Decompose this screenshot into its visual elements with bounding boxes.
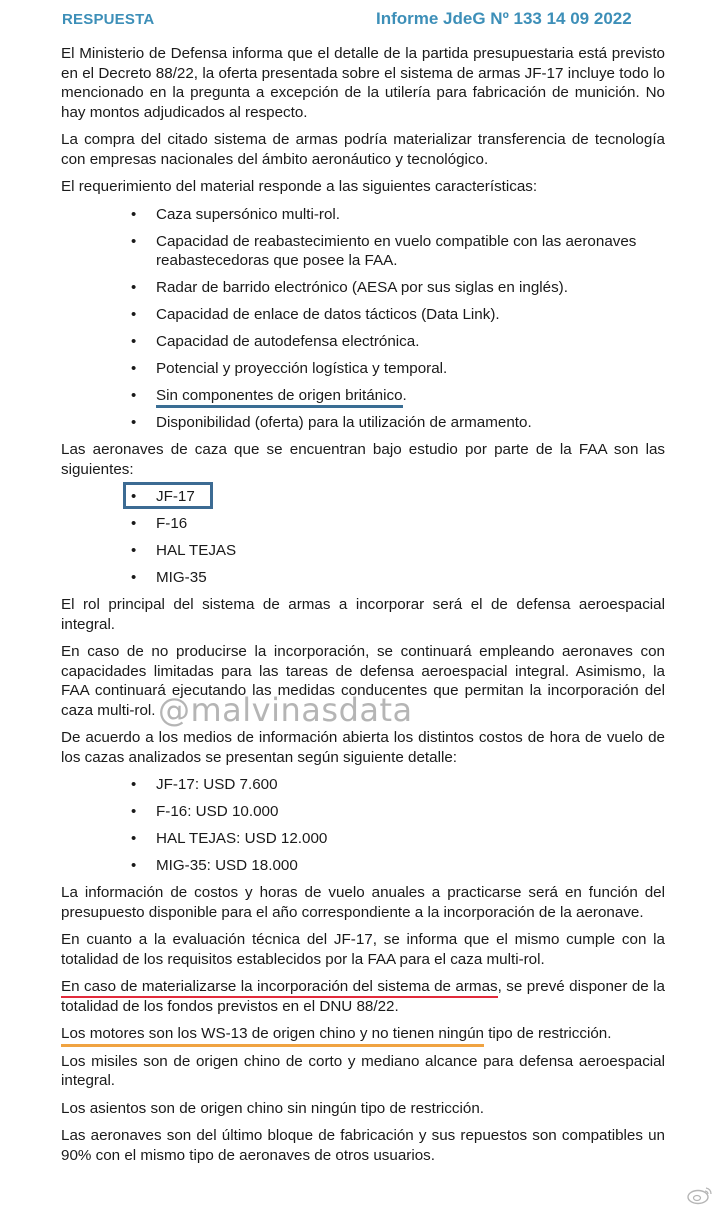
bullet-icon: •: [131, 414, 137, 431]
paragraph-costs-budget: La información de costos y horas de vuelo anuales a practicarse será en función del presupuesto disponible para el año correspondiente a la incorporación de la aeronave.: [61, 884, 665, 921]
list-item: • MIG-35: USD 18.000: [131, 857, 298, 874]
bullet-icon: •: [131, 542, 137, 559]
bullet-icon: •: [131, 488, 137, 505]
paragraph-main-role: El rol principal del sistema de armas a incorporar será el de defensa aeroespacial integral.: [61, 596, 665, 633]
highlight-incorporation: En caso de materializarse la incorporación del sistema de armas: [61, 978, 498, 998]
list-item: • Potencial y proyección logística y temporal.: [131, 360, 448, 377]
watermark: @malvinasdata: [158, 691, 413, 729]
characteristics-list: [61, 205, 665, 433]
flight-costs-list: [61, 775, 665, 876]
list-item: • Disponibilidad (oferta) para la utilización de armamento.: [131, 414, 532, 431]
bullet-icon: •: [131, 279, 137, 296]
bullet-icon: •: [131, 205, 137, 223]
paragraph-no-incorporation: En caso de no producirse la incorporación, se continuará empleando aeronaves con capacidades limitadas para las tareas de defensa aeroespacial integral. Asimismo, la FAA continuará ejecutando las medidas conducentes que permitan la incorporación del caza multi-rol.: [61, 643, 665, 719]
list-item: • HAL TEJAS: USD 12.000: [131, 830, 328, 847]
list-item-highlighted: • Sin componentes de origen británico.: [61, 386, 665, 406]
bullet-icon: •: [131, 232, 137, 250]
list-item: • JF-17: USD 7.600: [131, 776, 278, 793]
list-item: • F-16: [131, 515, 188, 532]
list-item-boxed: • JF-17: [61, 487, 665, 507]
header-respuesta: RESPUESTA: [62, 11, 155, 28]
paragraph-flight-costs-intro: De acuerdo a los medios de información abierta los distintos costos de hora de vuelo de los cazas analizados se presentan según siguiente detalle:: [61, 729, 665, 766]
bullet-icon: •: [131, 360, 137, 377]
list-item: • F-16: USD 10.000: [131, 803, 279, 820]
bullet-icon: •: [131, 857, 137, 874]
paragraph-technical-evaluation: En cuanto a la evaluación técnica del JF-17, se informa que el mismo cumple con la totalidad de los requisitos establecidos por la FAA para el caza multi-rol.: [61, 931, 665, 968]
bullet-icon: •: [131, 387, 137, 404]
bullet-icon: •: [131, 515, 137, 532]
paragraph-technology-transfer: La compra del citado sistema de armas podría materializar transferencia de tecnología con empresas nacionales del ámbito aeronáutico y tecnológico.: [61, 131, 665, 168]
bullet-icon: •: [131, 306, 137, 323]
paragraph-funding: En caso de materializarse la incorporación del sistema de armas, se prevé disponer de la totalidad de los fondos previstos en el DNU 88/22.: [61, 978, 665, 1015]
bullet-icon: •: [131, 569, 137, 586]
paragraph-seats: Los asientos son de origen chino sin ningún tipo de restricción.: [61, 1099, 484, 1117]
list-item: • Radar de barrido electrónico (AESA por sus siglas en inglés).: [131, 279, 568, 296]
list-item: • Capacidad de enlace de datos tácticos (Data Link).: [131, 306, 500, 323]
bullet-icon: •: [131, 830, 137, 847]
paragraph-budget: El Ministerio de Defensa informa que el detalle de la partida presupuestaria está previsto en el Decreto 88/22, la oferta presentada sobre el sistema de armas JF-17 incluye todo lo mencionado en la pregunta a excepción de la utilería para fabricación de munición. No hay montos adjudicados al respecto.: [61, 45, 665, 121]
bullet-icon: •: [131, 776, 137, 793]
paragraph-aircraft-intro: Las aeronaves de caza que se encuentran bajo estudio por parte de la FAA son las siguientes:: [61, 441, 665, 478]
list-item: • HAL TEJAS: [131, 542, 237, 559]
header-report-id: Informe JdeG Nº 133 14 09 2022: [376, 9, 632, 28]
highlight-british-components: Sin componentes de origen británico: [156, 387, 403, 408]
bullet-icon: •: [131, 333, 137, 350]
weibo-logo-icon: [686, 1185, 714, 1205]
aircraft-list: [61, 487, 665, 588]
paragraph-missiles: Los misiles son de origen chino de corto y mediano alcance para defensa aeroespacial integral.: [61, 1052, 665, 1089]
list-item: • Capacidad de autodefensa electrónica.: [131, 333, 420, 350]
list-item: • MIG-35: [131, 569, 207, 586]
paragraph-engines: Los motores son los WS-13 de origen chino y no tienen ningún tipo de restricción.: [61, 1024, 665, 1044]
highlight-engines: Los motores son los WS-13 de origen chino y no tienen ningún: [61, 1025, 484, 1047]
highlight-box: [123, 482, 213, 509]
document-body: [61, 44, 665, 1173]
list-item: • Capacidad de reabastecimiento en vuelo compatible con las aeronaves reabastecedoras que posee la FAA.: [131, 232, 637, 269]
list-item: • Caza supersónico multi-rol.: [131, 205, 341, 223]
bullet-icon: •: [131, 803, 137, 820]
paragraph-requirements-intro: El requerimiento del material responde a las siguientes características:: [61, 178, 538, 195]
paragraph-spare-parts: Las aeronaves son del último bloque de fabricación y sus repuestos son compatibles un 90% con el mismo tipo de aeronaves de otros usuarios.: [61, 1127, 665, 1164]
